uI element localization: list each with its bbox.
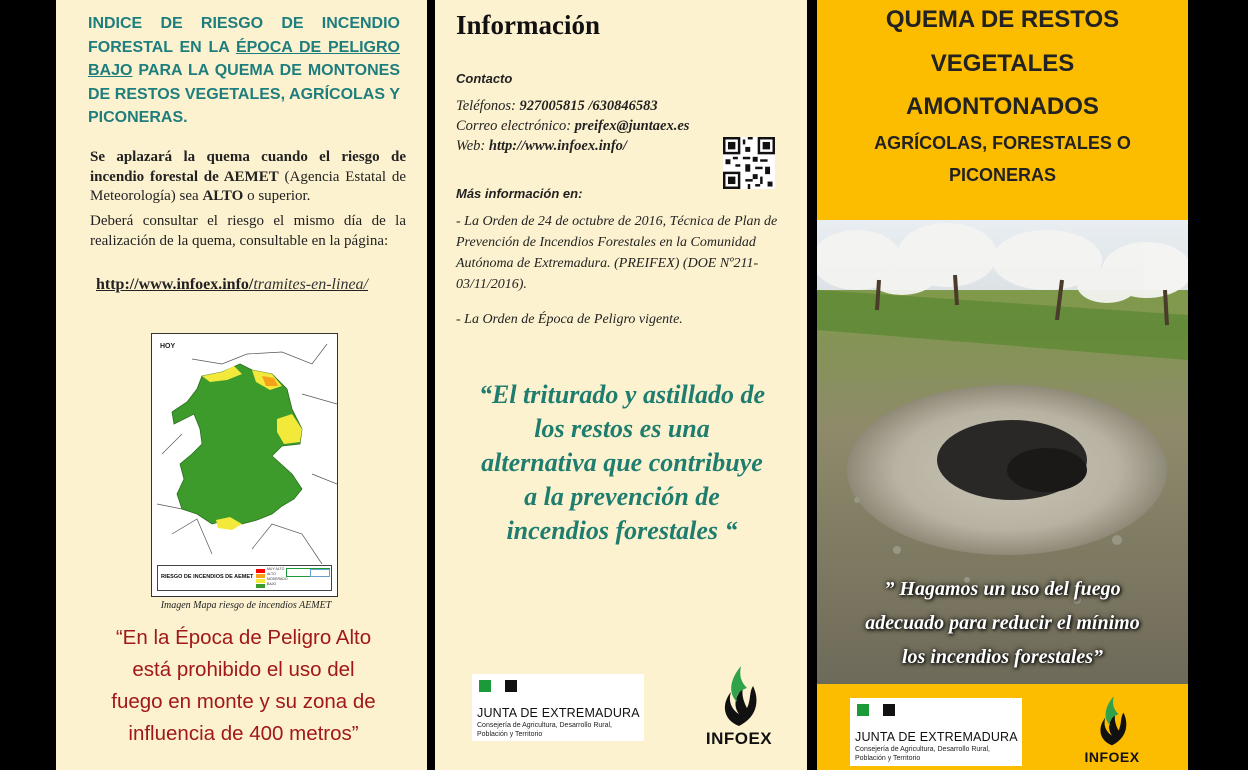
heading-text-end: PARA LA QUEMA DE MONTONES DE RESTOS VEGETALES, AGRÍCOLAS Y PICONERAS. [88, 62, 400, 126]
quote-line: ” Hagamos un uso del fuego [884, 578, 1121, 600]
extremadura-map [152, 334, 337, 564]
link-base[interactable]: http://www.infoex.info/ [96, 276, 254, 293]
email-value[interactable]: preifex@juntaex.es [574, 118, 690, 134]
infoex-label: INFOEX [1084, 749, 1140, 765]
legend-level: MUY ALTO [267, 567, 285, 571]
legend-title: RIESGO DE INCENDIOS DE AEMET [161, 574, 254, 580]
flame-icon [1094, 692, 1130, 748]
phones-value[interactable]: 927005815 /630846583 [519, 98, 658, 114]
junta-sub-line: Consejería de Agricultura, Desarrollo Rural, [477, 722, 613, 729]
junta-sub-line: Población y Territorio [477, 731, 543, 738]
junta-name: JUNTA DE EXTREMADURA [855, 730, 1018, 744]
legend-swatch-high [256, 574, 265, 578]
junta-department [855, 745, 990, 763]
quote-line: influencia de 400 metros” [128, 722, 359, 745]
junta-extremadura-logo [850, 698, 1022, 766]
email-label: Correo electrónico: [456, 118, 575, 134]
junta-name: JUNTA DE EXTREMADURA [477, 706, 640, 720]
email-line [456, 118, 689, 135]
junta-black-square [883, 704, 895, 716]
postpone-bold: Se aplazará la quema cuando el riesgo de incendio forestal de AEMET [90, 149, 406, 185]
cover-header [817, 0, 1188, 220]
quote-line: alternativa que contribuye [481, 448, 763, 477]
web-line [456, 138, 627, 155]
quote-line: los restos es una [534, 414, 710, 443]
phones-label: Teléfonos: [456, 98, 520, 114]
junta-sub-line: Consejería de Agricultura, Desarrollo Rural, [855, 746, 991, 753]
chipping-quote [447, 378, 797, 548]
cover-title-line: QUEMA DE RESTOS [885, 6, 1120, 33]
junta-black-square [505, 680, 517, 692]
infoex-tramites-link[interactable] [96, 276, 426, 294]
legend-swatch-moderate [256, 579, 265, 583]
consult-paragraph: Deberá consultar el riesgo el mismo día de la realización de la quema, consultable en la página: [90, 213, 406, 249]
junta-green-square [857, 704, 869, 716]
postpone-paragraph [90, 148, 406, 207]
flame-icon [717, 662, 761, 728]
junta-department [477, 721, 612, 739]
quote-line: a la prevención de [524, 482, 720, 511]
more-info-order-2016: - La Orden de 24 de octubre de 2016, Técnica de Plan de Prevención de Incendios Forestales en la Comunidad Autónoma de Extremadura. (PREIFEX) (DOE Nº211- 03/11/2016). [456, 214, 778, 292]
link-path[interactable]: tramites-en-linea/ [253, 276, 368, 293]
web-label: Web: [456, 138, 489, 154]
map-caption: Imagen Mapa riesgo de incendios AEMET [160, 600, 332, 611]
postpone-mid: (Agencia Estatal de Meteorología) sea [90, 168, 406, 204]
web-value[interactable]: http://www.infoex.info/ [488, 138, 627, 154]
legend-level: ALTO [267, 572, 276, 576]
quote-line: “El triturado y astillado de [478, 380, 766, 409]
quote-line: está prohibido el uso del [132, 658, 355, 681]
more-info-order-danger-season: - La Orden de Época de Peligro vigente. [456, 312, 683, 327]
quote-line: adecuado para reducir el mínimo [865, 612, 1140, 634]
left-panel [56, 0, 427, 770]
cover-footer [817, 684, 1188, 770]
infoex-logo [699, 662, 779, 749]
postpone-alto: ALTO [202, 188, 244, 204]
fire-use-quote [817, 572, 1188, 674]
cover-title-line: AMONTONADOS [906, 93, 1099, 120]
heading-text: INDICE DE RIESGO DE INCENDIO FORESTAL EN LA [88, 15, 400, 56]
phones-line [456, 98, 658, 115]
quote-line: “En la Época de Peligro Alto [115, 626, 372, 649]
legend-level: BAJO [267, 582, 277, 586]
quote-line: los incendios forestales” [901, 646, 1104, 668]
legend-swatch-very-high [256, 569, 265, 573]
qr-code[interactable] [723, 137, 775, 189]
legend-levels [267, 567, 288, 587]
quote-line: incendios forestales “ [506, 516, 738, 545]
right-panel [817, 0, 1188, 770]
junta-green-square [479, 680, 491, 692]
risk-index-heading [88, 12, 400, 130]
contact-label: Contacto [456, 71, 513, 86]
cover-subtitle-line: AGRÍCOLAS, FORESTALES O [874, 133, 1131, 153]
quote-line: fuego en monte y su zona de [111, 690, 376, 713]
heading-underlined-text: ÉPOCA DE PELIGRO BAJO [88, 38, 400, 79]
junta-sub-line: Población y Territorio [855, 755, 921, 762]
low-risk-region [172, 364, 302, 524]
middle-panel [435, 0, 807, 770]
cover-subtitle-line: PICONERAS [948, 165, 1056, 185]
aemet-risk-map [151, 333, 338, 597]
aemet-mini-logo [310, 569, 330, 577]
info-title: Información [456, 10, 600, 40]
postpone-end: o superior. [243, 188, 311, 204]
legend-level: MODERADO [267, 577, 288, 581]
infoex-logo [1077, 692, 1147, 765]
prohibition-quote [76, 622, 411, 750]
map-today-label: HOY [160, 343, 176, 350]
more-info-label: Más información en: [456, 186, 583, 201]
junta-extremadura-logo [472, 674, 644, 741]
map-legend [157, 565, 332, 591]
legend-swatch-low [256, 584, 265, 588]
cover-title-line: VEGETALES [930, 50, 1075, 77]
infoex-label: INFOEX [705, 729, 773, 748]
